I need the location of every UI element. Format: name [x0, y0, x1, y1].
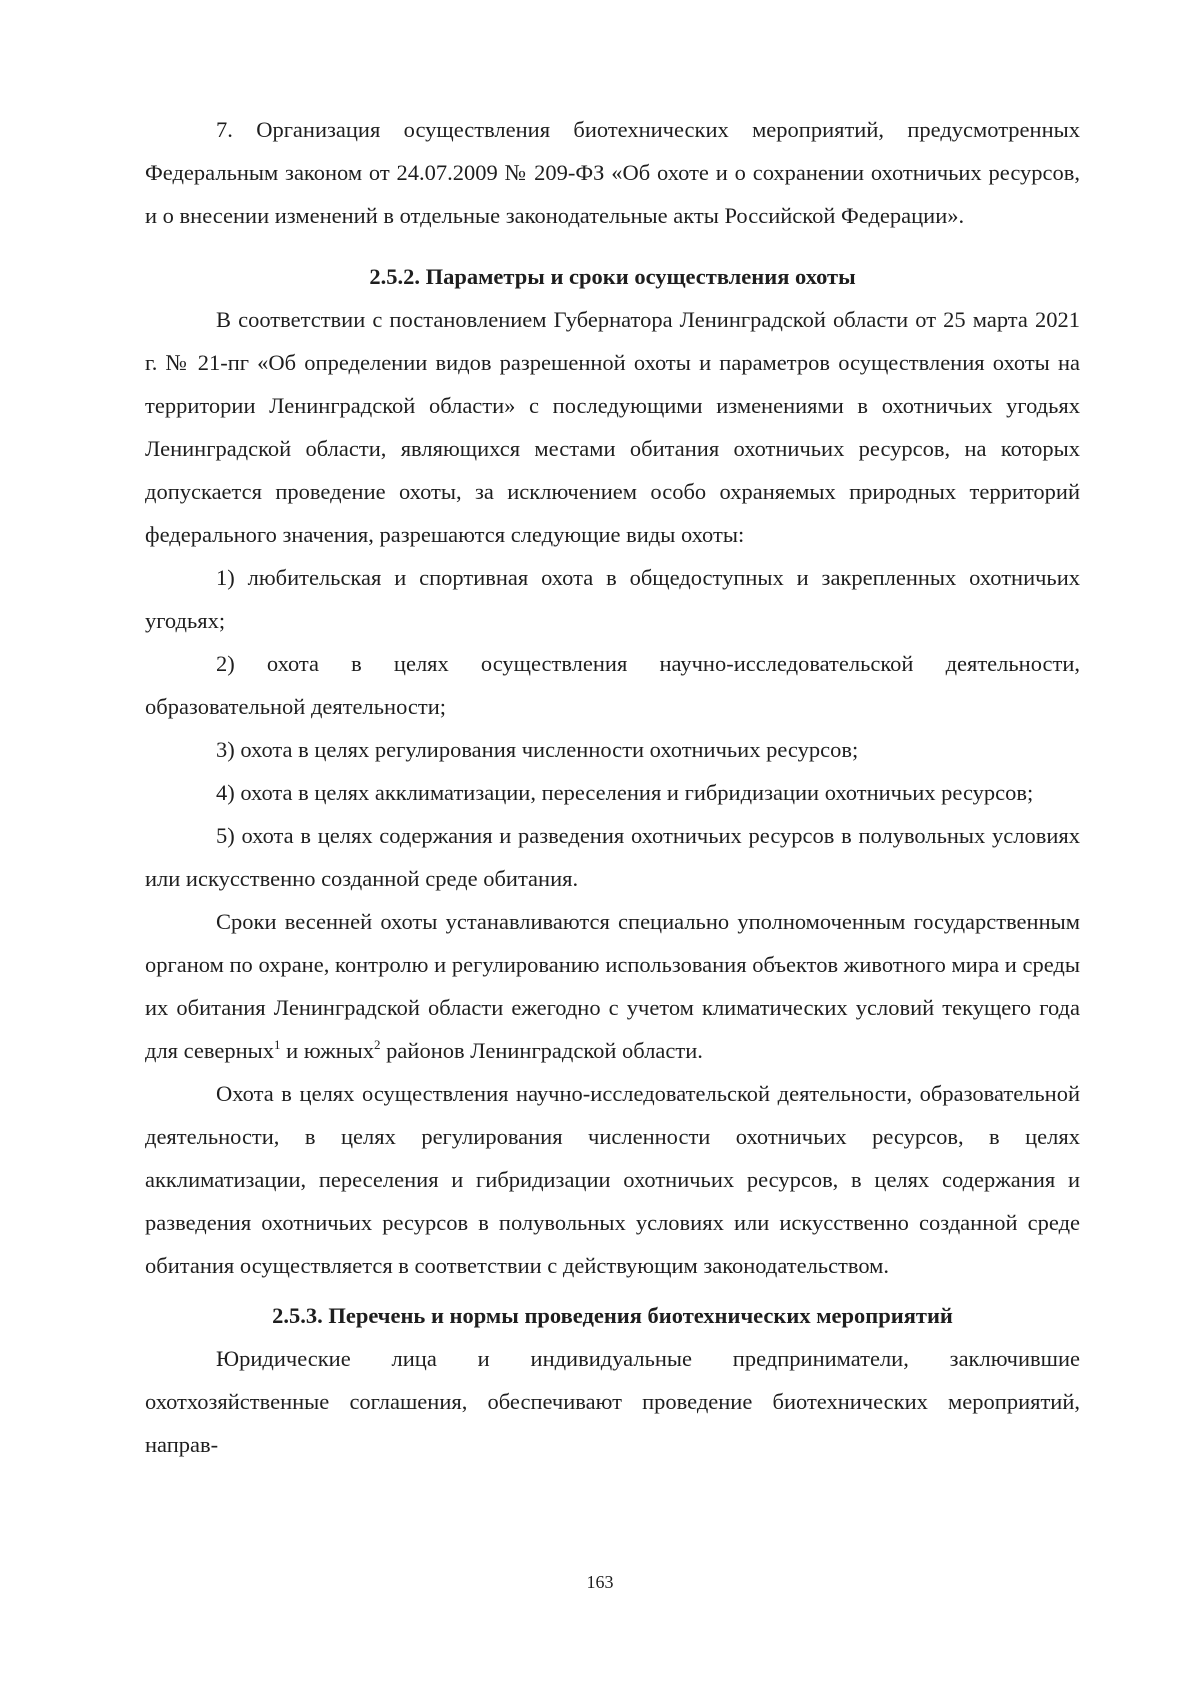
paragraph-7: 7. Организация осуществления биотехнических мероприятий, предусмотренных Федеральным законом от 24.07.2009 № 209-ФЗ «Об охоте и о сохранении охотничьих ресурсов, и о внесении изменений в отдельные законодательные акты Российской Федерации».	[145, 117, 1080, 228]
document-page	[145, 108, 1080, 1466]
spring-hunting-paragraph	[145, 900, 1080, 1072]
list-item: 5) охота в целях содержания и разведения охотничьих ресурсов в полувольных условиях или искусственно созданной среде обитания.	[145, 823, 1080, 891]
page-number: 163	[586, 1572, 614, 1592]
footnote-ref-1: 1	[274, 1037, 281, 1052]
section-2-5-2-intro: В соответствии с постановлением Губернатора Ленинградской области от 25 марта 2021 г. № 21-пг «Об определении видов разрешенной охоты и параметров осуществления охоты на территории Ленинградской области» с последующими изменениями в охотничьих угодьях Ленинградской области, являющихся местами обитания охотничьих ресурсов, на которых допускается проведение охоты, за исключением особо охраняемых природных территорий федерального значения, разрешаются следующие виды охоты:	[145, 307, 1080, 547]
section-heading-2-5-2: 2.5.2. Параметры и сроки осуществления охоты	[369, 264, 856, 289]
section-2-5-3-text: Юридические лица и индивидуальные предприниматели, заключившие охотхозяйственные соглашения, обеспечивают проведение биотехнических мероприятий, направ-	[145, 1346, 1080, 1457]
spring-text-part-a: Сроки весенней охоты устанавливаются специально уполномоченным государственным органом по охране, контролю и регулированию использования объектов животного мира и среды их обитания Ленинградской области ежегодно с учетом климатических условий текущего года для северных	[145, 909, 1080, 1063]
research-hunting-paragraph: Охота в целях осуществления научно-исследовательской деятельности, образовательной деятельности, в целях регулирования численности охотничьих ресурсов, в целях акклиматизации, переселения и гибридизации охотничьих ресурсов, в целях содержания и разведения охотничьих ресурсов в полувольных условиях или искусственно созданной среде обитания осуществляется в соответствии с действующим законодательством.	[145, 1081, 1080, 1278]
spring-text-part-c: районов Ленинградской области.	[380, 1038, 703, 1063]
spring-text-part-b: и южных	[280, 1038, 375, 1063]
list-item: 3) охота в целях регулирования численности охотничьих ресурсов;	[216, 737, 859, 762]
list-item: 4) охота в целях акклиматизации, переселения и гибридизации охотничьих ресурсов;	[216, 780, 1034, 805]
footnote-ref-2: 2	[374, 1037, 381, 1052]
list-item: 1) любительская и спортивная охота в общедоступных и закрепленных охотничьих угодьях;	[145, 565, 1080, 633]
list-item: 2) охота в целях осуществления научно-исследовательской деятельности, образовательной деятельности;	[145, 651, 1080, 719]
section-heading-2-5-3: 2.5.3. Перечень и нормы проведения биотехнических мероприятий	[272, 1303, 953, 1328]
